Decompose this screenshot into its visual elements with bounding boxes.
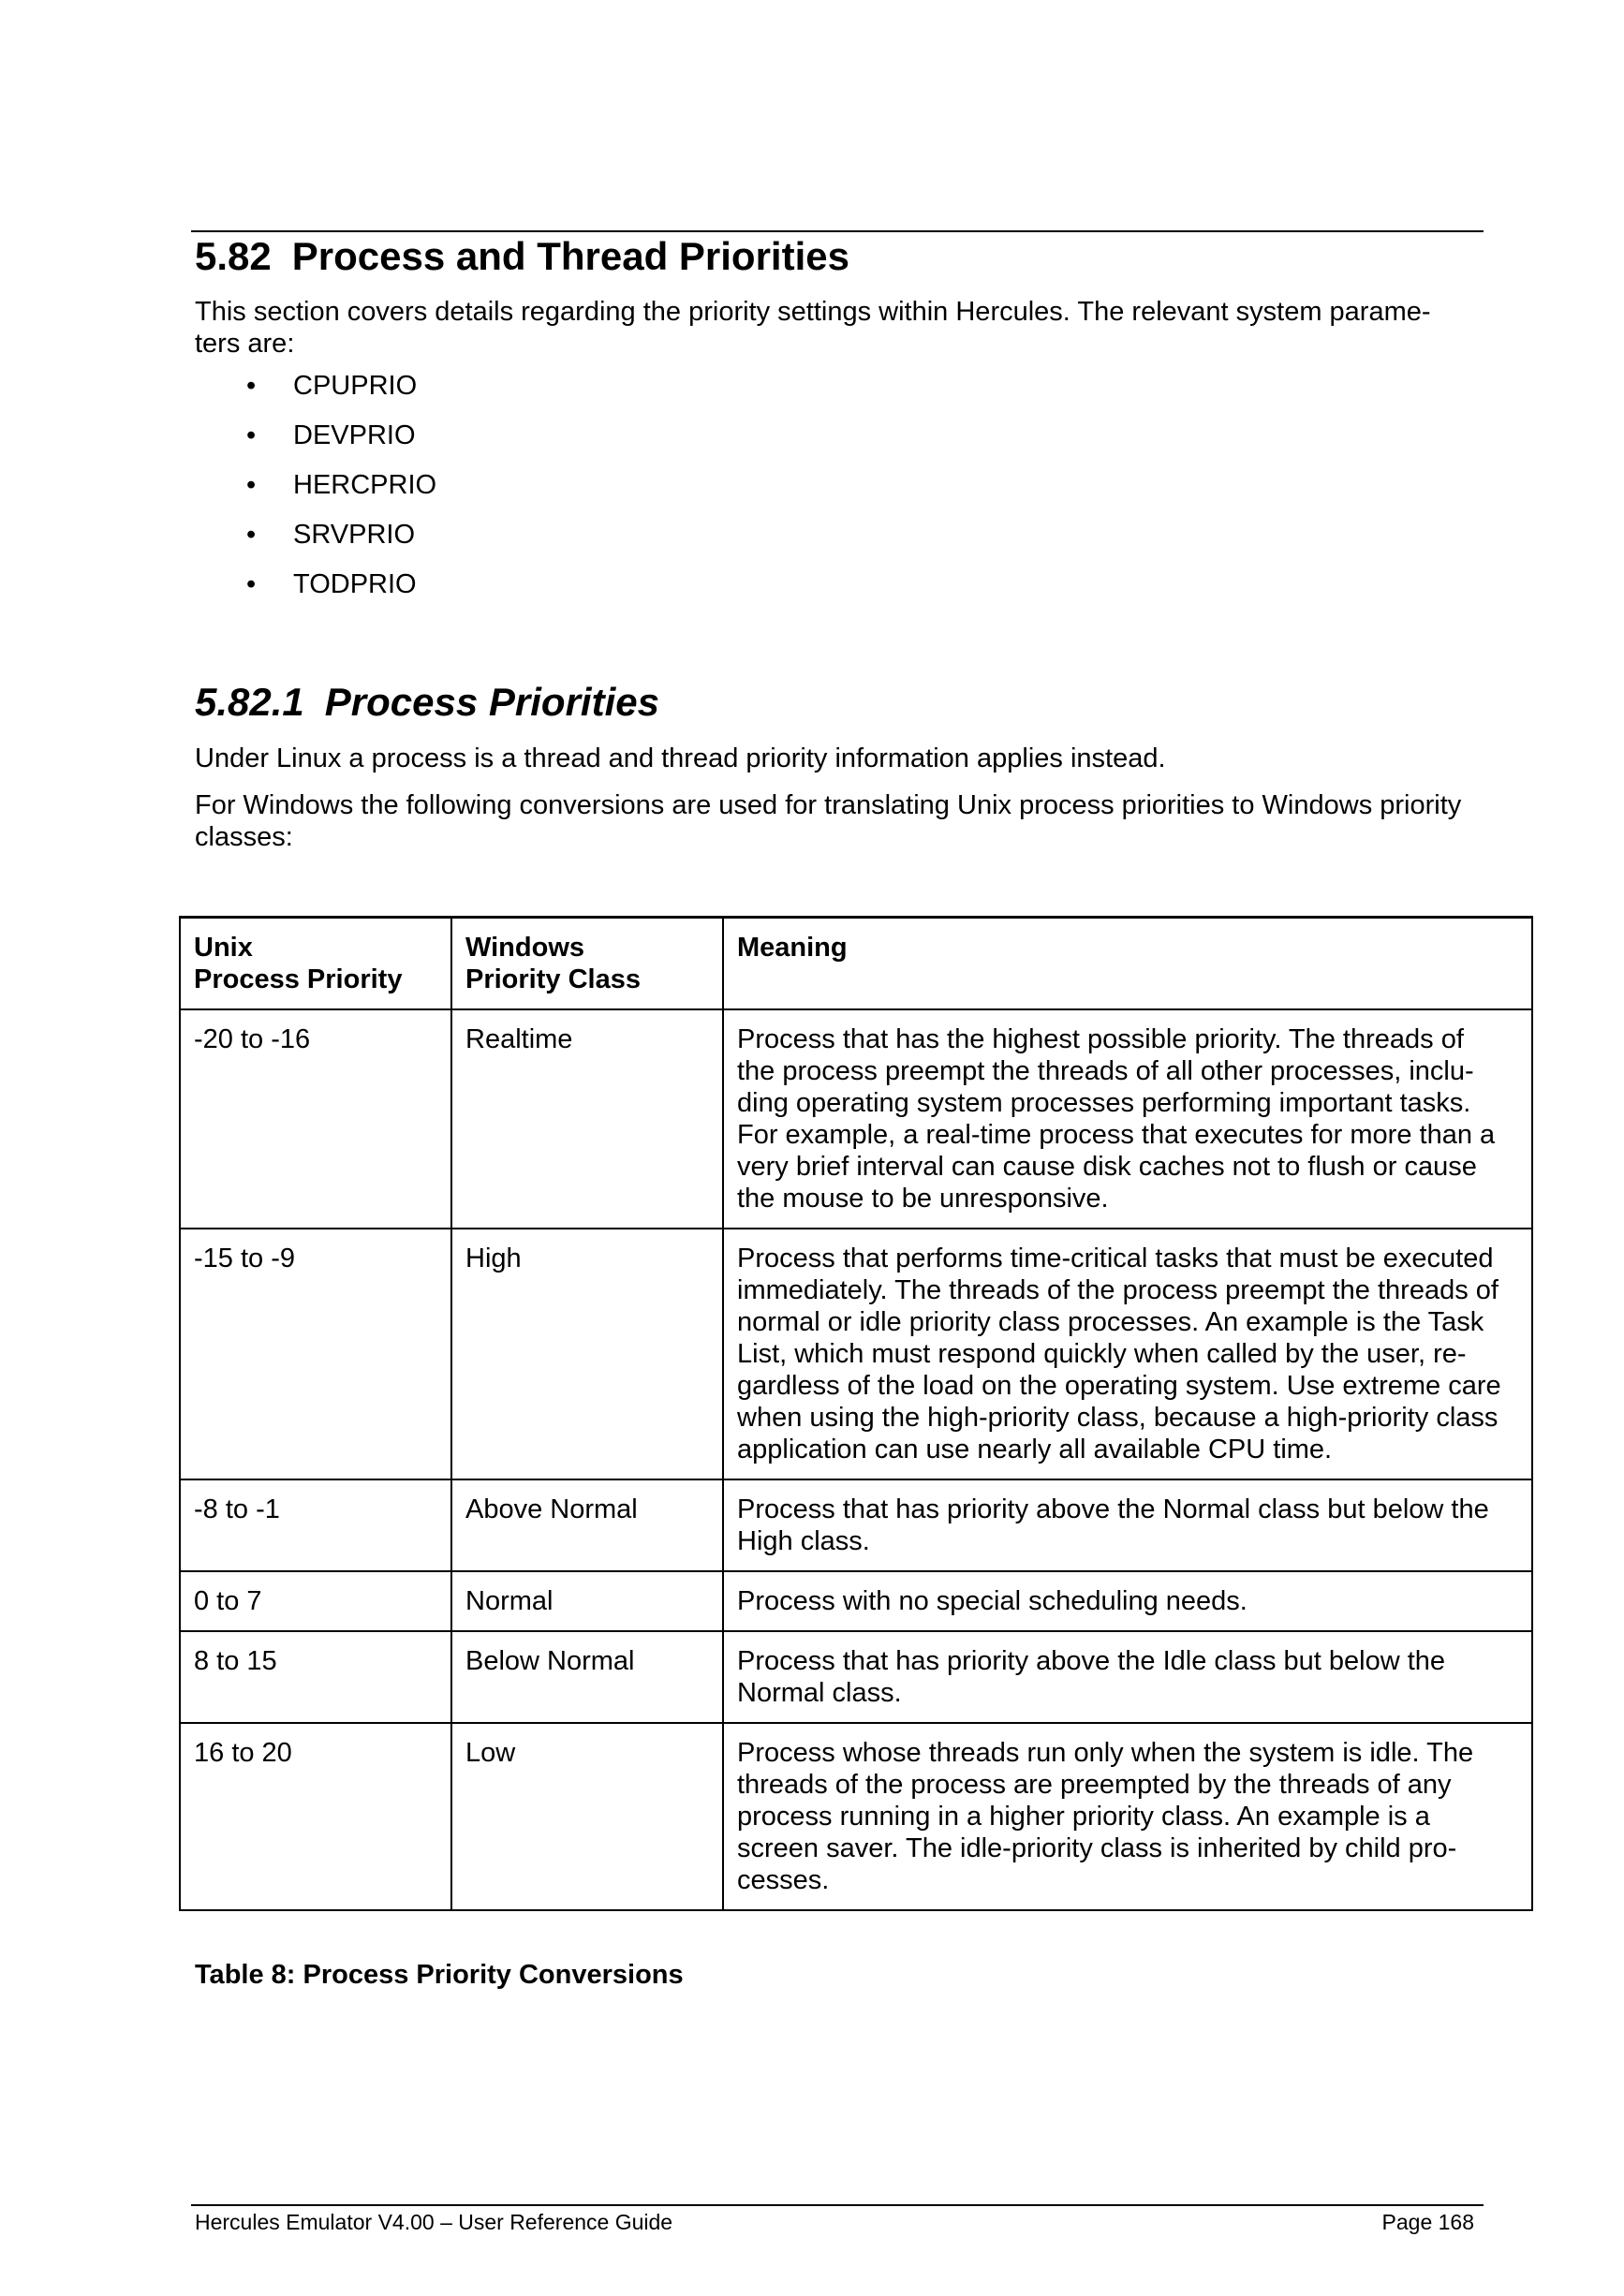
table-row bbox=[180, 1571, 1532, 1631]
table-caption: Table 8: Process Priority Conversions bbox=[195, 1960, 684, 1990]
cell-unix-priority: 0 to 7 bbox=[180, 1571, 451, 1631]
parameter-name: SRVPRIO bbox=[293, 520, 416, 550]
parameter-name: CPUPRIO bbox=[293, 371, 418, 401]
parameter-name: DEVPRIO bbox=[293, 420, 416, 450]
list-item bbox=[195, 568, 436, 618]
list-item bbox=[195, 419, 436, 469]
list-item bbox=[195, 519, 436, 568]
footer-rule bbox=[191, 2204, 1484, 2206]
cell-windows-class: Normal bbox=[451, 1571, 723, 1631]
section-number: 5.82 bbox=[195, 234, 272, 278]
footer-document-title: Hercules Emulator V4.00 – User Reference Guide bbox=[195, 2210, 673, 2234]
table-header-row bbox=[180, 918, 1532, 1010]
list-item bbox=[195, 370, 436, 419]
parameter-name: TODPRIO bbox=[293, 569, 417, 599]
cell-unix-priority: -20 to -16 bbox=[180, 1009, 451, 1229]
cell-meaning: Process that has the highest possible priority. The threads of the process preempt the threads of all other processes, inclu- ding operating system processes performing important tasks. For example, a real-time process that executes for more than a very brief interval can cause disk caches not to flush or cause the mouse to be unresponsive. bbox=[723, 1009, 1532, 1229]
table-row bbox=[180, 1723, 1532, 1910]
section-heading bbox=[195, 232, 849, 281]
parameter-list bbox=[195, 370, 436, 618]
section-intro-line: This section covers details regarding the priority settings within Hercules. The relevant system parame- bbox=[195, 297, 1431, 327]
section-title: Process and Thread Priorities bbox=[291, 234, 849, 278]
table-row bbox=[180, 1009, 1532, 1229]
cell-windows-class: High bbox=[451, 1229, 723, 1479]
table-row bbox=[180, 1479, 1532, 1571]
linux-note: Under Linux a process is a thread and thread priority information applies instead. bbox=[195, 743, 1166, 773]
parameter-name: HERCPRIO bbox=[293, 470, 437, 500]
cell-unix-priority: 8 to 15 bbox=[180, 1631, 451, 1723]
cell-unix-priority: 16 to 20 bbox=[180, 1723, 451, 1910]
section-intro-line: ters are: bbox=[195, 329, 295, 359]
cell-meaning: Process that has priority above the Normal class but below the High class. bbox=[723, 1479, 1532, 1571]
bullet-icon: • bbox=[246, 420, 257, 450]
windows-note-line: classes: bbox=[195, 822, 293, 852]
footer-page-number: Page 168 bbox=[1381, 2210, 1474, 2234]
table-row bbox=[180, 1229, 1532, 1479]
header-windows-class: Windows Priority Class bbox=[451, 918, 723, 1010]
bullet-icon: • bbox=[246, 520, 257, 550]
table-row bbox=[180, 1631, 1532, 1723]
header-unix-priority: Unix Process Priority bbox=[180, 918, 451, 1010]
cell-unix-priority: -15 to -9 bbox=[180, 1229, 451, 1479]
bullet-icon: • bbox=[246, 470, 257, 500]
cell-meaning: Process with no special scheduling needs. bbox=[723, 1571, 1532, 1631]
cell-windows-class: Realtime bbox=[451, 1009, 723, 1229]
section-intro bbox=[195, 296, 1478, 360]
windows-note bbox=[195, 789, 1478, 853]
list-item bbox=[195, 469, 436, 519]
cell-windows-class: Below Normal bbox=[451, 1631, 723, 1723]
header-meaning: Meaning bbox=[723, 918, 1532, 1010]
subsection-heading bbox=[195, 678, 659, 727]
cell-meaning: Process whose threads run only when the system is idle. The threads of the process are preempted by the threads of any process running in a higher priority class. An example is a screen saver. The idle-priority class is inherited by child pro- cesses. bbox=[723, 1723, 1532, 1910]
cell-meaning: Process that has priority above the Idle class but below the Normal class. bbox=[723, 1631, 1532, 1723]
windows-note-line: For Windows the following conversions are used for translating Unix process priorities to Windows priority bbox=[195, 790, 1462, 820]
subsection-title: Process Priorities bbox=[324, 680, 659, 724]
cell-windows-class: Above Normal bbox=[451, 1479, 723, 1571]
bullet-icon: • bbox=[246, 569, 257, 599]
cell-meaning: Process that performs time-critical tasks that must be executed immediately. The threads of the process preempt the threads of normal or idle priority class processes. An example is the Task List, which must respond quickly when called by the user, re- gardless of the load on the operating system. Use extreme care when using the high-priority class, because a high-priority class application can use nearly all available CPU time. bbox=[723, 1229, 1532, 1479]
cell-windows-class: Low bbox=[451, 1723, 723, 1910]
cell-unix-priority: -8 to -1 bbox=[180, 1479, 451, 1571]
priority-table bbox=[179, 916, 1533, 1911]
subsection-number: 5.82.1 bbox=[195, 680, 304, 724]
bullet-icon: • bbox=[246, 371, 257, 401]
